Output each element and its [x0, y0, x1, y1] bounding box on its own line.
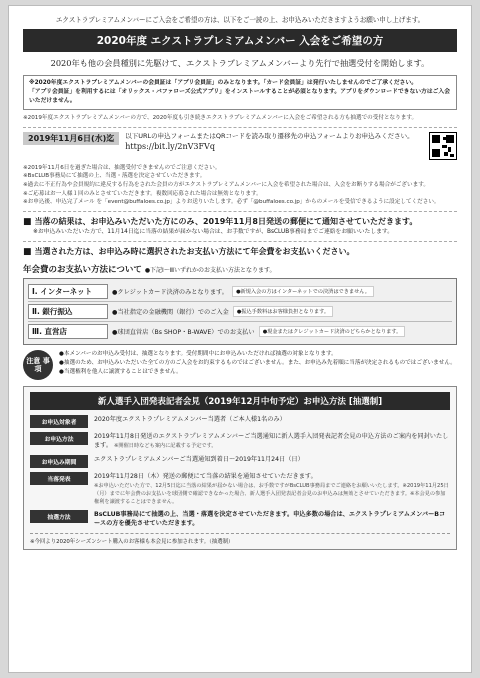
payment-note: ●現金またはクレジットカード決済のどちらかとなります。 — [259, 326, 406, 337]
rules-list — [23, 164, 457, 207]
notice-line: ※2020年度エクストラプレミアムメンバーの会員証は「アプリ会員証」のみとなります。「カード会員証」は発行いたしませんのでご了承ください。 — [29, 80, 418, 86]
info-note: ※開催日時なども案内に記載する予定です。 — [114, 443, 217, 450]
payment-row — [28, 322, 452, 341]
main-banner: 2020年度 エクストラプレミアムメンバー 入会をご希望の方 — [23, 29, 457, 52]
flyer-page — [8, 5, 472, 673]
section-footer: ※今回より2020年シーズンシート購入のお客様も本会見に参加されます。（抽選制） — [30, 533, 450, 545]
results-sub: ※お申込みいただいた方で、11月14日迄に当落の結果が届かない場合は、お手数ですが、BsCLUB事務局までご連絡をお願いいたします。 — [33, 229, 394, 236]
rule-item: ※お申込後、申込完了メール を「event@buffaloes.co.jp」よりお送りいたします。必ず「@buffaloes.co.jp」からのメールを受信できるように設定してください。 — [23, 199, 440, 206]
info-text: 2019年11月28日（木）発送の郵便にて当落の結果を通知させていただきます。 — [94, 472, 317, 480]
divider — [23, 127, 457, 128]
info-note: ※お申込いただいた方で、12月5日迄に当落の結果が届かない場合は、お手数ですがBsCLUB事務局までご連絡をお願いいたします。※2019年11月25日（月）までに年会費のお支払いを球団側で確認できなかった場合、新人選手入団発表記者会見のお申込みは無効とさせていただきます。※本会見の参加権利を譲渡することはできません。 — [94, 482, 449, 505]
info-text: エクストラプレミアムメンバーご当選通知到着日～2019年11月24日（日） — [94, 455, 304, 463]
info-tag: お申込み期間 — [30, 455, 88, 468]
payment-note: ●新規入会の方はインターネットでの決済はできません。 — [232, 286, 374, 297]
info-tag: 当落発表 — [30, 472, 88, 485]
app-notice-box — [23, 75, 457, 110]
lead-text: エクストラプレミアムメンバーにご入会をご希望の方は、以下をご一読の上、お申込みいただきますようお願い申し上げます。 — [55, 16, 425, 24]
continuing-note: ※2019年度エクストラプレミアムメンバーの方で、2020年度も引き続きエクストラプレミアムメンバーに入会をご希望される方も抽選での受付となります。 — [23, 114, 418, 121]
payment-row — [28, 302, 452, 322]
caution-item: ●抽選のため、お申込みいただいた全ての方のご入会をお約束するものではございません。また、お申込み先着順に当落が決定されるものではございません。 — [59, 359, 456, 366]
info-text: 2019年11月8日発送のエクストラプレミアムメンバーご当選通知に新人選手入団発表記者会見の申込方法のご案内を同封いたします。 — [94, 432, 449, 450]
divider — [23, 241, 457, 242]
caution-badge: 注意 事項 — [23, 350, 53, 380]
rule-item: ※過去に不正行為や会員規約に違反する行為をされた会員の方がエクストラプレミアムメンバーに入会を希望された場合は、入会をお断りする場合がございます。 — [23, 181, 429, 188]
intro-text: 2020年も他の会員種別に先駆けて、エクストラプレミアムメンバーより先行で抽選受付を開始します。 — [50, 58, 430, 68]
info-tag: お申込方法 — [30, 432, 88, 445]
caution-item: ●当選権利を他人に譲渡することはできません。 — [59, 368, 182, 375]
info-value — [94, 472, 450, 506]
info-tag: お申込対象者 — [30, 415, 88, 428]
payment-method: ●クレジットカード決済のみとなります。 — [112, 288, 228, 296]
info-value — [94, 510, 450, 529]
info-row — [30, 432, 450, 451]
deadline-text — [125, 132, 423, 152]
info-value — [94, 432, 450, 451]
info-text: BsCLUB事務局にて抽選の上、当選・落選を決定させていただきます。申込多数の場合は、エクストラプレミアムメンバーBコースの方を優先させていただきます。 — [94, 510, 446, 528]
payment-method: ●当社指定の金融機関（銀行）でのご入金 — [112, 308, 229, 316]
info-row — [30, 510, 450, 529]
rule-item: ※ご応募はお一人様１回のみとさせていただきます。複数回応募された場合は無効となります。 — [23, 190, 262, 197]
press-conference-section — [23, 386, 457, 550]
info-row — [30, 415, 450, 428]
notice-line: 「アプリ会員証」を利用するには「オリックス・バファローズ公式アプリ」をインストールすることが必須となります。アプリをダウンロードできない方はご入会いただけません。 — [29, 88, 451, 104]
info-text: 2020年度エクストラプレミアムメンバー当選者（ご本人様1名のみ） — [94, 415, 286, 423]
caution-block — [23, 350, 457, 380]
info-value — [94, 455, 450, 465]
payment-label: Ⅲ. 直営店 — [28, 324, 108, 339]
section-title: 新人選手入団発表記者会見（2019年12月中旬予定）お申込方法 [抽選制] — [30, 392, 450, 410]
caution-list — [59, 350, 457, 380]
qr-code-icon[interactable] — [429, 132, 457, 160]
payment-method: ●球団直営店（Bs SHOP・B-WAVE）でのお支払い — [112, 328, 255, 336]
info-row — [30, 472, 450, 506]
deadline-date: 2019年11月6日(水)迄 — [23, 132, 119, 145]
winners-heading-text: 当選された方は、お申込み時に選択されたお支払い方法にて年会費をお支払いください。 — [34, 247, 355, 257]
caution-item: ●本メンバーのお申込み受付は、抽選となります。受付期間中にお申込みいただければ抽選の対象となります。 — [59, 350, 337, 357]
winners-heading: ■ 当選された方は、お申込み時に選択されたお支払い方法にて年会費をお支払いください。 — [23, 247, 355, 258]
deadline-instruction: 以下URLの申込フォームまたはQRコードを読み取り遷移先の申込フォームよりお申込みください。 — [125, 131, 414, 140]
payment-title — [23, 263, 457, 275]
payment-subtitle: ●下記Ⅰ～Ⅲいずれかのお支払い方法となります。 — [144, 266, 276, 274]
info-tag: 抽選方法 — [30, 510, 88, 523]
info-value — [94, 415, 450, 425]
payment-label: Ⅰ. インターネット — [28, 284, 108, 299]
info-row — [30, 455, 450, 468]
payment-row — [28, 282, 452, 302]
payment-methods-box — [23, 278, 457, 345]
results-heading: ■ 当落の結果は、お申込みいただいた方にのみ、2019年11月8日発送の郵便にて通知させていただきます。 — [23, 216, 418, 227]
rule-item: ※2019年11月6日を過ぎた場合は、抽選受付できませんのでご注意ください。 — [23, 164, 221, 171]
payment-title-text: 年会費のお支払い方法について — [23, 264, 142, 275]
deadline-block — [23, 132, 457, 160]
results-heading-text: 当落の結果は、お申込みいただいた方にのみ、2019年11月8日発送の郵便にて通知させていただきます。 — [34, 216, 418, 226]
rule-item: ※BsCLUB事務局にて抽選の上、当選・落選を決定させていただきます。 — [23, 173, 206, 180]
form-url-link[interactable]: https://bit.ly/2nV3FVq — [125, 141, 215, 151]
payment-note: ●振込手数料はお客様負担となります。 — [233, 306, 333, 317]
divider — [23, 211, 457, 212]
payment-label: Ⅱ. 銀行振込 — [28, 304, 108, 319]
